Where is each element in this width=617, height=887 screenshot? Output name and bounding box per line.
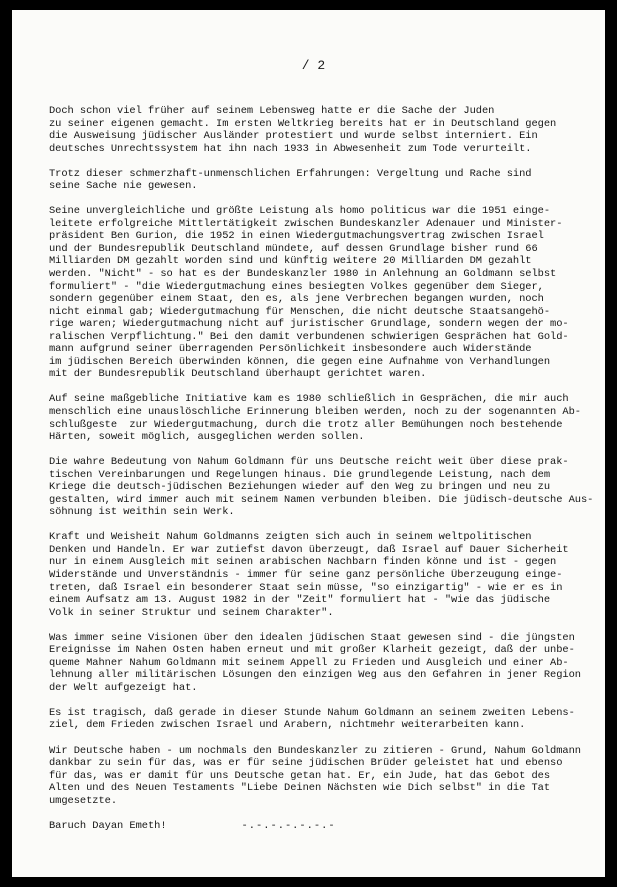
- text-line: Wir Deutsche haben - um nochmals den Bundeskanzler zu zitieren - Grund, Nahum Goldmann: [49, 744, 581, 757]
- text-line: präsident Ben Gurion, die 1952 in einen Wiedergutmachungsvertrag zwischen Israel: [49, 230, 544, 243]
- text-line: Denken und Handeln. Er war zutiefst davon überzeugt, daß Israel auf Dauer Sicherheit: [49, 543, 569, 556]
- text-line: nicht einmal gab; Wiedergutmachung für Menschen, die nicht deutsche Staatsangehö-: [49, 305, 551, 318]
- text-line: Ereignisse im Nahen Osten haben erneut und mit großer Klarheit gezeigt, daß der unbe-: [49, 644, 575, 657]
- text-line: treten, daß Israel ein besonderer Staat sein müsse, "so einzigartig" - wie er es in: [49, 581, 563, 594]
- text-line: Seine unvergleichliche und größte Leistung als homo politicus war die 1951 einge-: [49, 205, 551, 218]
- paragraph: [49, 393, 594, 443]
- text-line: Was immer seine Visionen über den idealen jüdischen Staat gewesen sind - die jüngsten: [49, 631, 575, 644]
- text-line: nur in einem Ausgleich mit seinen arabischen Nachbarn finden könne und ist - gegen: [49, 556, 557, 569]
- closing-line: [49, 820, 594, 833]
- text-line: sondern gegenüber einem Staat, den es, als jene Verbrechen begangen wurden, noch: [49, 293, 544, 306]
- text-line: tischen Vereinbarungen und Regelungen hinaus. Die grundlegende Leistung, nach dem: [49, 468, 551, 481]
- text-line: Widerstände und Unverständnis - immer für seine ganz persönliche Überzeugung einge-: [49, 569, 563, 581]
- text-line: Volk in seiner Struktur und seinem Charakter".: [49, 606, 334, 619]
- text-line: leitete erfolgreiche Mittlertätigkeit zwischen Bundeskanzler Adenauer und Minister-: [49, 217, 563, 230]
- text-line: mann aufgrund seiner überragenden Persönlichkeit insbesondere auch Widerstände: [49, 343, 532, 356]
- text-line: mit der Bundesrepublik Deutschland überhaupt gerichtet waren.: [49, 368, 427, 381]
- text-line: einem Aufsatz am 13. August 1982 in der "Zeit" formuliert hat - "wie das jüdische: [49, 594, 551, 607]
- closing-text: Baruch Dayan Emeth!: [49, 819, 167, 832]
- paragraph: [49, 456, 594, 519]
- document-page: [12, 10, 605, 877]
- text-line: Kriege die deutsch-jüdischen Beziehungen wieder auf den Weg zu bringen und neu zu: [49, 481, 551, 494]
- text-line: Milliarden DM gezahlt worden sind und künftig weitere 20 Milliarden DM gezahlt: [49, 255, 532, 268]
- text-line: Die wahre Bedeutung von Nahum Goldmann für uns Deutsche reicht weit über diese prak-: [49, 456, 569, 469]
- text-line: die Ausweisung jüdischer Ausländer protestiert und wurde selbst interniert. Ein: [49, 130, 538, 143]
- paragraph: [49, 632, 594, 695]
- text-line: ralischen Verpflichtung." Bei den damit verbundenen schwierigen Gesprächen hat Gold-: [49, 330, 569, 343]
- text-line: Doch schon viel früher auf seinem Lebensweg hatte er die Sache der Juden: [49, 105, 495, 117]
- text-line: queme Mahner Nahum Goldmann mit seinem Appell zu Frieden und Ausgleich und einer Ab-: [49, 656, 569, 669]
- text-line: Trotz dieser schmerzhaft-unmenschlichen Erfahrungen: Vergeltung und Rache sind: [49, 167, 532, 180]
- text-line: im jüdischen Bereich überwinden können, die gegen eine Aufnahme von Verhandlungen: [49, 355, 551, 368]
- text-line: Härten, soweit möglich, ausgeglichen werden sollen.: [49, 431, 365, 444]
- document-body: [49, 105, 594, 832]
- text-line: formuliert" - "die Wiedergutmachung eines besiegten Volkes gegenüber dem Sieger,: [49, 280, 544, 293]
- paragraph: [49, 707, 594, 732]
- text-line: der Welt aufgezeigt hat.: [49, 681, 198, 694]
- text-line: dankbar zu sein für das, was er für seine jüdischen Brüder geleistet hat und ebenso: [49, 757, 563, 770]
- text-line: umgesetzte.: [49, 794, 118, 807]
- page-number: / 2: [301, 58, 326, 73]
- text-line: werden. "Nicht" - so hat es der Bundeskanzler 1980 in Anlehnung an Goldmann selbst: [49, 268, 557, 281]
- text-line: gestalten, wird immer auch mit seinem Namen verbunden bleiben. Die jüdisch-deutsche Aus-: [49, 493, 594, 506]
- paragraph: [49, 531, 594, 619]
- paragraph: [49, 745, 594, 808]
- text-line: lehnung aller militärischen Lösungen den einzigen Weg aus den Gefahren in jener Region: [49, 669, 581, 682]
- paragraph: [49, 168, 594, 193]
- text-line: Kraft und Weisheit Nahum Goldmanns zeigten sich auch in seinem weltpolitischen: [49, 531, 532, 544]
- text-line: zu seiner eigenen gemacht. Im ersten Weltkrieg bereits hat er in Deutschland gegen: [49, 117, 557, 130]
- text-line: ziel, dem Frieden zwischen Israel und Arabern, nichtmehr weiterarbeiten kann.: [49, 719, 526, 732]
- text-line: Alten und des Neuen Testaments "Liebe Deinen Nächsten wie Dich selbst" in die Tat: [49, 782, 551, 795]
- closing-separator: -.-.-.-.-.-.-: [241, 819, 336, 832]
- paragraph: [49, 205, 594, 381]
- paragraph: [49, 105, 594, 155]
- text-line: schlußgeste zur Wiedergutmachung, durch die trotz aller Bemühungen noch bestehende: [49, 418, 563, 431]
- text-line: Es ist tragisch, daß gerade in dieser Stunde Nahum Goldmann an seinem zweiten Lebens-: [49, 706, 575, 719]
- text-line: Auf seine maßgebliche Initiative kam es 1980 schließlich in Gesprächen, die mir auch: [49, 393, 569, 406]
- text-line: rige waren; Wiedergutmachung nicht auf juristischer Grundlage, sondern wegen der mo-: [49, 318, 569, 331]
- text-line: menschlich eine unauslöschliche Erinnerung bleiben werden, noch zu der sogenannten Ab-: [49, 405, 581, 418]
- text-line: und der Bundesrepublik Deutschland mündete, auf dessen Grundlage bisher rund 66: [49, 242, 538, 255]
- text-line: söhnung ist weithin sein Werk.: [49, 506, 235, 519]
- text-line: deutsches Unrechtssystem hat ihn nach 1933 in Abwesenheit zum Tode verurteilt.: [49, 142, 532, 155]
- text-line: seine Sache nie gewesen.: [49, 180, 198, 193]
- text-line: für das, was er damit für uns Deutsche getan hat. Er, ein Jude, hat das Gebot des: [49, 769, 551, 782]
